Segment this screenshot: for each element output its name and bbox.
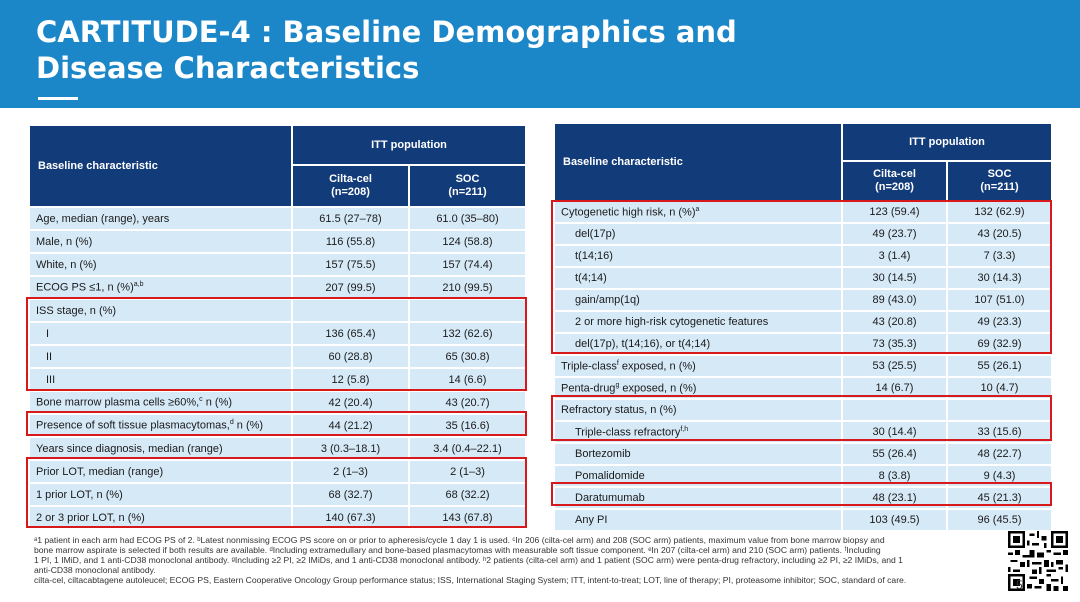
- page-number: 5: [1016, 578, 1023, 592]
- right-label-text: Triple-class: [561, 360, 617, 373]
- left-row: [29, 207, 526, 230]
- right-label-footnote-ref: f,h: [680, 425, 689, 433]
- left-row-label: [29, 253, 292, 276]
- right-row-soc-value: 30 (14.3): [947, 267, 1052, 289]
- right-row: [554, 289, 1052, 311]
- right-row: [554, 399, 1052, 421]
- right-label-footnote-ref: a: [695, 205, 700, 213]
- right-row-label: [554, 377, 842, 399]
- left-row-soc-value: 43 (20.7): [409, 391, 526, 414]
- left-baseline-table: [28, 124, 527, 530]
- right-row: [554, 421, 1052, 443]
- left-table-body: [29, 207, 526, 529]
- left-row-soc-value: 14 (6.6): [409, 368, 526, 391]
- left-row-soc-value: 124 (58.8): [409, 230, 526, 253]
- left-label-text: Male, n (%): [36, 235, 93, 248]
- left-row-soc-value: 210 (99.5): [409, 276, 526, 299]
- right-row-soc-value: 45 (21.3): [947, 487, 1052, 509]
- right-row-label: [554, 443, 842, 465]
- left-row-cilta-value: 116 (55.8): [292, 230, 409, 253]
- left-header-row-1: [29, 125, 526, 165]
- footnote-line-3: 1 PI, 1 IMiD, and 1 anti-CD38 monoclonal antibody. ᵍIncluding ≥2 PI, ≥2 IMiDs, and 1 anti-CD38 monoclonal antibody. ʰ2 patients (cilta-cel arm) and 1 patient (SOC arm) were penta-drug refractory, including ≥2 PI, ≥2 IMiDs, and 1: [34, 555, 903, 565]
- left-row-soc-value: 143 (67.8): [409, 506, 526, 529]
- left-row: [29, 276, 526, 299]
- left-label-text: I: [46, 327, 50, 340]
- left-row: [29, 414, 526, 437]
- left-row-cilta-value: 3 (0.3–18.1): [292, 437, 409, 460]
- left-row: [29, 299, 526, 322]
- right-header-itt: ITT population: [842, 123, 1052, 161]
- left-row: [29, 483, 526, 506]
- right-row-soc-value: 7 (3.3): [947, 245, 1052, 267]
- left-row-label: [29, 414, 292, 437]
- left-row-soc-value: 132 (62.6): [409, 322, 526, 345]
- right-header-soc: [947, 161, 1052, 201]
- right-row-cilta-value: 8 (3.8): [842, 465, 947, 487]
- right-row-label: [554, 223, 842, 245]
- right-row-label: [554, 421, 842, 443]
- right-label-text: del(17p): [575, 228, 616, 240]
- left-row-label: [29, 207, 292, 230]
- right-label-suffix: exposed, n (%): [619, 382, 697, 395]
- left-row-cilta-value: 60 (28.8): [292, 345, 409, 368]
- right-row-cilta-value: 3 (1.4): [842, 245, 947, 267]
- right-row: [554, 245, 1052, 267]
- right-row-label: [554, 289, 842, 311]
- title-bar: [0, 0, 1080, 108]
- right-row-cilta-value: 30 (14.4): [842, 421, 947, 443]
- left-header-soc-n: (n=211): [448, 186, 487, 198]
- left-header-itt: ITT population: [292, 125, 526, 165]
- right-row: [554, 201, 1052, 223]
- left-label-text: III: [46, 373, 56, 386]
- left-header-cilta-n: (n=208): [331, 186, 370, 198]
- left-label-suffix: n (%): [202, 396, 233, 409]
- page-title: [36, 14, 737, 86]
- right-header-cilta-n: (n=208): [875, 181, 914, 193]
- left-row: [29, 230, 526, 253]
- right-row-cilta-value: 73 (35.3): [842, 333, 947, 355]
- right-label-text: Any PI: [575, 514, 608, 526]
- right-row-cilta-value: 55 (26.4): [842, 443, 947, 465]
- right-row-cilta-value: 48 (23.1): [842, 487, 947, 509]
- left-row-cilta-value: 136 (65.4): [292, 322, 409, 345]
- right-row: [554, 509, 1052, 531]
- left-row-cilta-value: 12 (5.8): [292, 368, 409, 391]
- left-label-suffix: n (%): [233, 419, 264, 432]
- right-row-soc-value: 9 (4.3): [947, 465, 1052, 487]
- left-row: [29, 460, 526, 483]
- right-row: [554, 267, 1052, 289]
- left-label-footnote-ref: d: [229, 419, 234, 427]
- footnote-line-4: anti-CD38 monoclonal antibody.: [34, 565, 156, 575]
- right-label-text: Cytogenetic high risk, n (%): [561, 206, 696, 219]
- title-underline: [38, 97, 78, 100]
- left-row: [29, 437, 526, 460]
- right-row-cilta-value: [842, 399, 947, 421]
- right-row-label: [554, 267, 842, 289]
- right-header-soc-name: SOC: [987, 168, 1012, 180]
- right-label-text: Triple-class refractory: [575, 426, 681, 439]
- left-row-cilta-value: 207 (99.5): [292, 276, 409, 299]
- left-row-label: [29, 368, 292, 391]
- right-table-body: [554, 201, 1052, 531]
- footnotes: [34, 535, 999, 585]
- right-row-label: [554, 509, 842, 531]
- right-label-text: 2 or more high-risk cytogenetic features: [575, 316, 769, 328]
- left-row-soc-value: 68 (32.2): [409, 483, 526, 506]
- left-label-footnote-ref: a,b: [133, 281, 144, 289]
- right-row-label: [554, 355, 842, 377]
- right-row: [554, 311, 1052, 333]
- right-row: [554, 223, 1052, 245]
- right-header-cilta-name: Cilta-cel: [873, 168, 916, 180]
- right-label-footnote-ref: g: [615, 381, 620, 389]
- left-row-label: [29, 230, 292, 253]
- left-row-label: [29, 299, 292, 322]
- left-row-soc-value: 61.0 (35–80): [409, 207, 526, 230]
- left-row: [29, 322, 526, 345]
- left-label-text: Presence of soft tissue plasmacytomas,: [36, 419, 230, 432]
- right-label-text: gain/amp(1q): [575, 294, 640, 306]
- footnote-line-5: cilta-cel, ciltacabtagene autoleucel; ECOG PS, Eastern Cooperative Oncology Group performance status; ISS, International Staging System; ITT, intent-to-treat; LOT, line of therapy; PI, proteasome inhibitor; SOC, standard of care.: [34, 575, 907, 585]
- left-row-soc-value: 157 (74.4): [409, 253, 526, 276]
- right-label-text: t(14;16): [575, 250, 613, 262]
- right-row-label: [554, 311, 842, 333]
- left-row: [29, 506, 526, 529]
- left-row-soc-value: 35 (16.6): [409, 414, 526, 437]
- left-label-text: Prior LOT, median (range): [36, 465, 164, 478]
- right-row-cilta-value: 123 (59.4): [842, 201, 947, 223]
- right-row-soc-value: 132 (62.9): [947, 201, 1052, 223]
- right-row-soc-value: 96 (45.5): [947, 509, 1052, 531]
- left-row-label: [29, 391, 292, 414]
- left-row-cilta-value: 2 (1–3): [292, 460, 409, 483]
- left-label-text: Bone marrow plasma cells ≥60%,: [36, 396, 200, 409]
- left-header-cilta-name: Cilta-cel: [329, 173, 372, 185]
- left-row-soc-value: 2 (1–3): [409, 460, 526, 483]
- right-row-soc-value: 10 (4.7): [947, 377, 1052, 399]
- right-row-cilta-value: 14 (6.7): [842, 377, 947, 399]
- left-row-cilta-value: [292, 299, 409, 322]
- title-line-2: Disease Characteristics: [36, 51, 420, 85]
- left-row-cilta-value: 42 (20.4): [292, 391, 409, 414]
- right-row-cilta-value: 30 (14.5): [842, 267, 947, 289]
- left-row: [29, 391, 526, 414]
- left-row-cilta-value: 68 (32.7): [292, 483, 409, 506]
- right-row-label: [554, 399, 842, 421]
- right-label-text: Refractory status, n (%): [561, 404, 677, 416]
- right-row-soc-value: 49 (23.3): [947, 311, 1052, 333]
- right-label-text: Daratumumab: [575, 492, 645, 504]
- right-label-text: del(17p), t(14;16), or t(4;14): [575, 338, 711, 350]
- left-header-soc: [409, 165, 526, 207]
- right-row: [554, 487, 1052, 509]
- right-row-cilta-value: 53 (25.5): [842, 355, 947, 377]
- footnote-line-1: ᵃ1 patient in each arm had ECOG PS of 2. ᵇLatest nonmissing ECOG PS score on or prior to apheresis/cycle 1 day 1 is used. ᶜIn 206 (cilta-cel arm) and 208 (SOC arm) patients, maximum value from bone marrow biopsy and: [34, 535, 885, 545]
- right-baseline-table: [553, 122, 1053, 532]
- left-row-label: [29, 437, 292, 460]
- left-label-text: 1 prior LOT, n (%): [36, 488, 123, 501]
- right-row-cilta-value: 103 (49.5): [842, 509, 947, 531]
- left-row: [29, 368, 526, 391]
- right-row-soc-value: 43 (20.5): [947, 223, 1052, 245]
- right-row-soc-value: 33 (15.6): [947, 421, 1052, 443]
- title-line-1: CARTITUDE-4 : Baseline Demographics and: [36, 15, 737, 49]
- right-row-label: [554, 245, 842, 267]
- left-row-cilta-value: 157 (75.5): [292, 253, 409, 276]
- left-label-text: White, n (%): [36, 258, 97, 271]
- right-label-text: Bortezomib: [575, 448, 631, 460]
- left-row-label: [29, 460, 292, 483]
- left-header-cilta: [292, 165, 409, 207]
- right-row-cilta-value: 49 (23.7): [842, 223, 947, 245]
- left-label-text: Years since diagnosis, median (range): [36, 442, 223, 455]
- left-row-label: [29, 506, 292, 529]
- right-label-text: Pomalidomide: [575, 470, 645, 482]
- left-row-cilta-value: 44 (21.2): [292, 414, 409, 437]
- right-row-label: [554, 465, 842, 487]
- left-row-label: [29, 322, 292, 345]
- left-row-label: [29, 483, 292, 506]
- right-header-baseline: Baseline characteristic: [554, 123, 842, 201]
- right-header-row-1: [554, 123, 1052, 161]
- right-row-label: [554, 333, 842, 355]
- left-label-text: 2 or 3 prior LOT, n (%): [36, 511, 145, 524]
- left-row-label: [29, 276, 292, 299]
- right-row-soc-value: 48 (22.7): [947, 443, 1052, 465]
- right-row-label: [554, 487, 842, 509]
- left-header-soc-name: SOC: [455, 173, 480, 185]
- right-label-footnote-ref: f: [616, 359, 619, 367]
- right-row: [554, 333, 1052, 355]
- right-label-text: Penta-drug: [561, 382, 616, 395]
- left-row-cilta-value: 140 (67.3): [292, 506, 409, 529]
- left-label-text: ECOG PS ≤1, n (%): [36, 281, 134, 294]
- right-row-cilta-value: 43 (20.8): [842, 311, 947, 333]
- right-row: [554, 465, 1052, 487]
- right-row-soc-value: [947, 399, 1052, 421]
- right-row: [554, 377, 1052, 399]
- left-row-soc-value: 65 (30.8): [409, 345, 526, 368]
- left-label-text: ISS stage, n (%): [36, 304, 117, 317]
- left-label-text: II: [46, 350, 53, 363]
- right-row-soc-value: 55 (26.1): [947, 355, 1052, 377]
- left-header-baseline: Baseline characteristic: [29, 125, 292, 207]
- right-row-soc-value: 69 (32.9): [947, 333, 1052, 355]
- right-label-text: t(4;14): [575, 272, 607, 284]
- left-row-cilta-value: 61.5 (27–78): [292, 207, 409, 230]
- left-row: [29, 253, 526, 276]
- left-label-text: Age, median (range), years: [36, 212, 170, 225]
- right-row: [554, 443, 1052, 465]
- left-row-soc-value: [409, 299, 526, 322]
- right-row-soc-value: 107 (51.0): [947, 289, 1052, 311]
- left-row-soc-value: 3.4 (0.4–22.1): [409, 437, 526, 460]
- left-row-label: [29, 345, 292, 368]
- left-label-footnote-ref: c: [199, 396, 203, 404]
- left-row: [29, 345, 526, 368]
- right-header-cilta: [842, 161, 947, 201]
- footnote-line-2: bone marrow aspirate is selected if both results are available. ᵈIncluding extramedullary and bone-based plasmacytomas with measurable soft tissue component. ᵉIn 207 (cilta-cel arm) and 210 (SOC arm) patients. ᶠIncluding: [34, 545, 881, 555]
- right-row: [554, 355, 1052, 377]
- right-row-cilta-value: 89 (43.0): [842, 289, 947, 311]
- right-header-soc-n: (n=211): [980, 181, 1019, 193]
- right-row-label: [554, 201, 842, 223]
- right-label-suffix: exposed, n (%): [618, 360, 696, 373]
